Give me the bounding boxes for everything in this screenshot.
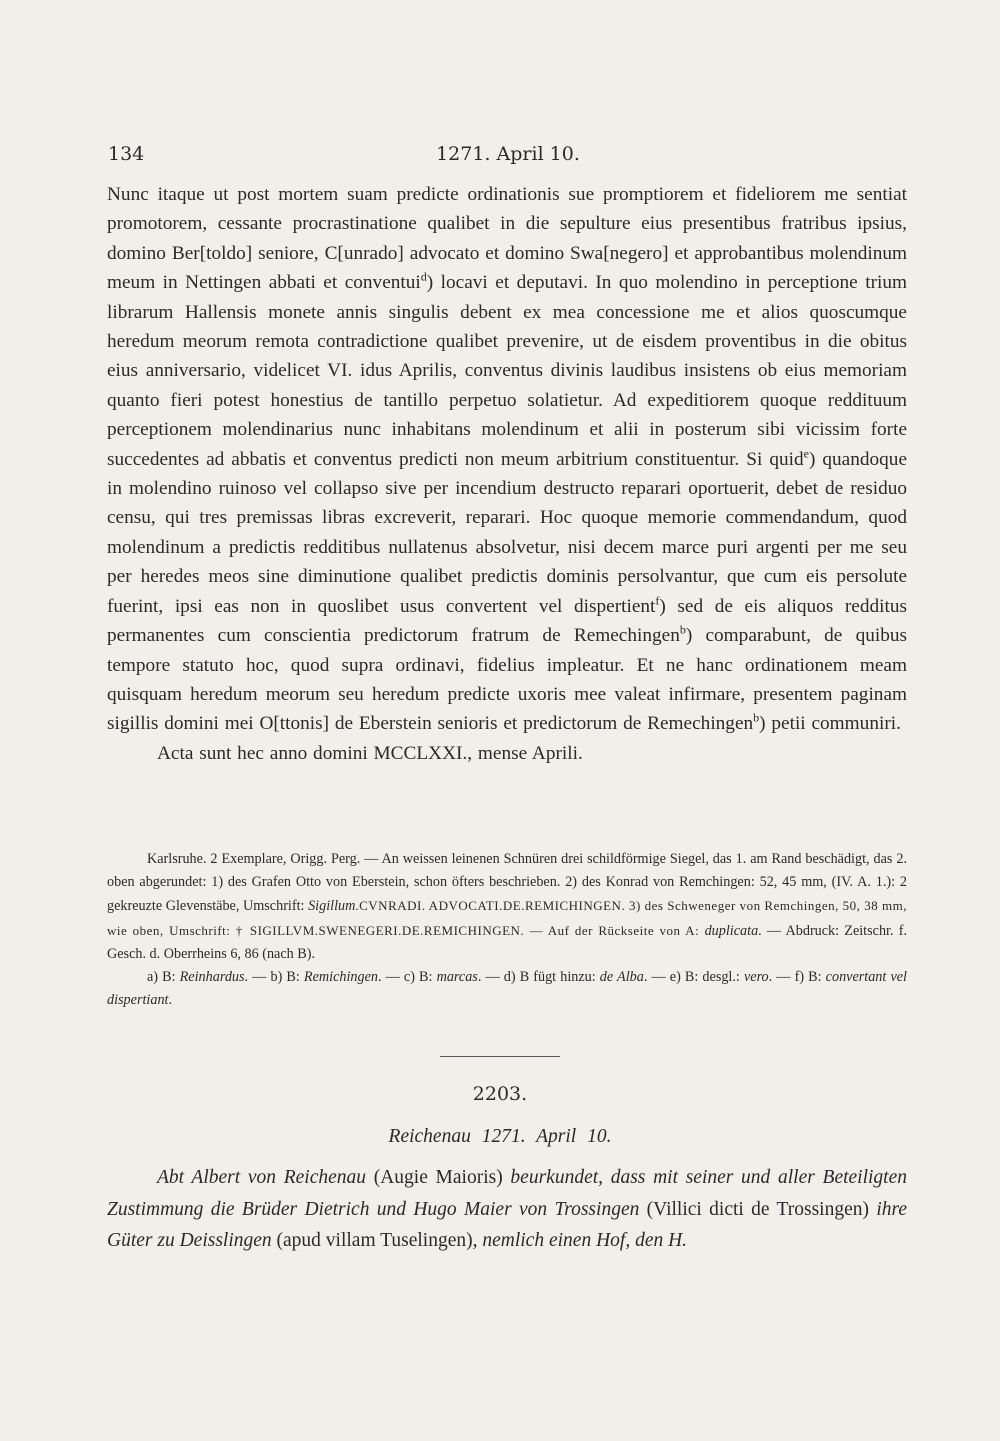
text-span: . — d) B fügt hinzu: — [477, 969, 600, 986]
text-span: (Villici dicti de Trossingen) — [639, 1198, 877, 1220]
variant-readings — [107, 966, 907, 1012]
regest-summary — [107, 1162, 907, 1257]
text-span: . — f) B: — [768, 969, 826, 986]
page-number: 134 — [108, 143, 145, 165]
italic-text: beurkundet, dass mit seiner und aller Beteiligten Zustimmung die Brüder Dietrich und Hugo Maier von Trossingen — [107, 1167, 908, 1220]
text-span: . — c) B: — [377, 969, 437, 986]
text-span: ) quandoque in molendino ruinoso vel collapso sive per incendium destructo reparari oportuerit, debet de residuo censu, qui tres premissas libras excreverit, reparari. Hoc quoque memorie commendandum, quod molendinum a predictis redditibus nullatenus absolvetur, nisi decem marce puri argenti per me seu per heredes meos sine diminutione qualibet predictis dominis persolvantur, que cum eis persolute fuerint, ipsi eas non in quoslibet usus convertent vel dispertient — [107, 448, 908, 617]
italic-text: convertant vel dispertiant — [107, 969, 907, 1009]
text-span: a) B: — [147, 969, 180, 986]
text-span: (apud villam Tuselingen), — [271, 1230, 483, 1251]
italic-text: de Alba — [599, 969, 644, 986]
text-span: locavi et deputavi. In quo molendino in perceptione trium librarum Hallensis monete annis singulis debent ex mea concessione me et alios quoscumque heredum meorum remota contradictione qualibet prevenire, ut de eisdem proventibus in die obitus eius anniversario, videlicet VI. idus Aprilis, conventus divinis laudibus insistens ob eius memoriam quanto fieri potest honestius de tantillo perpetuo solatietur. Ad expeditiorem quoque reddituum perceptionem molendinarius nunc inhabitans molendinum et alii in posterum sibi vicissim forte succedentes ad abbatis et conventus predicti non meum arbitrium constituentur. Si quid — [107, 272, 907, 470]
text-span: .CVNRADI. ADVOCATI.DE.REMICHINGEN. 3) des Schweneger von Remchingen, 50, 38 mm, wie oben, Umschrift: † SIGILLVM.SWENEGERI.DE.REMICHINGEN. — Auf der Rückseite von A: — [107, 898, 907, 938]
footnote-marker: d — [420, 269, 427, 284]
italic-text: ihre Güter zu Deisslingen — [107, 1198, 908, 1251]
footnote-marker: b — [679, 622, 686, 637]
text-span: ) sed de eis aliquos redditus permanentes cum conscientia predictorum fratrum de Remechingen — [107, 595, 907, 647]
text-span: Nunc itaque ut post mortem suam predicte ordinationis sue promptiorem et fideliorem me sentiat promotorem, cessante procrastinatione qualibet in die sepulture eius presentibus fratribus ipsius, domino Ber[toldo] seniore, C[unrado] advocato et domino Swa[negero] et approbantibus molendinum meum in Nettingen abbati et conventui — [107, 184, 907, 294]
italic-text: Reinhardus — [179, 969, 245, 986]
text-span: Karlsruhe. 2 Exemplare, Origg. Perg. — An weissen leinenen Schnüren drei schildförmige Siegel, das 1. am Rand beschädigt, das 2. oben abgerundet: 1) des Grafen Otto von Eberstein, schon öfters beschrieben. 2) des Konrad von Remchingen: 52, 45 mm, (IV. A. 1.): 2 gekreuzte Glevenstäbe, Umschrift: — [107, 851, 907, 915]
text-span: . — [168, 992, 173, 1009]
italic-text: duplicata — [704, 922, 759, 939]
document-dateline: Reichenau 1271. April 10. — [388, 1126, 612, 1147]
section-divider — [440, 1056, 560, 1057]
footnote-marker: f — [655, 593, 660, 608]
charter-text — [107, 180, 907, 768]
acta-line: Acta sunt hec anno domini MCCLXXI., mense Aprili. — [157, 742, 583, 764]
italic-text: marcas — [436, 969, 478, 986]
running-head: 1271. April 10. — [436, 143, 580, 165]
footnote-marker: b — [753, 710, 760, 725]
italic-text: nemlich einen Hof, den H. — [482, 1230, 688, 1251]
text-span: . — Abdruck: Zeitschr. f. Gesch. d. Oberrheins 6, 86 (nach B). — [107, 922, 907, 962]
charter-paragraph: Nunc itaque ut post mortem suam predicte ordinationis sue promptiorem et fideliorem me sentiat promotorem, cessante procrastinatione qualibet in die sepulture eius presentibus fratribus ipsius, domino Ber[toldo] seniore, C[unrado] advocato et domino Swa[negero] et approbantibus molendinum meum in Nettingen abbati et conventui$^d$) locavi et deputavi. In quo molendino in perceptione trium librarum Hallensis monete annis singulis debent ex mea concessione me et alios quoscumque heredum meorum remota contradictione qualibet prevenire, ut de eisdem proventibus in die obitus eius anniversario, videlicet VI. idus Aprilis, conventus divinis laudibus insistens ob eius memoriam quanto fieri potest honestius de tantillo perpetuo solatietur. Ad expeditiorem quoque reddituum perceptionem molendinarius nunc inhabitans molendinum et alii in posterum sibi vicissim forte succedentes ad abbatis et conventus predicti non meum arbitrium constituentur. Si quid$^e$) quandoque in molendino ruinoso vel collapso sive per incendium destructo reparari oportuerit, debet de residuo censu, qui tres premissas libras excreverit, reparari. Hoc quoque memorie commendandum, quod molendinum a predictis redditibus nullatenus absolvetur, nisi decem marce puri argenti per me seu per heredes meos sine diminutione qualibet predictis dominis persolvantur, que cum eis persolute fuerint, ipsi eas non in quoslibet usus convertent vel dispertient$^f$) sed de eis aliquos redditus permanentes cum conscientia predictorum fratrum de Remechingen$^b$) comparabunt, de quibus tempore statuto hoc, quod supra ordinavi, fidelius impleatur. Et ne hanc ordinationem meam quisquam heredum meorum seu heredum predicte uxoris mee valeat infirmare, presentem paginam sigillis domini mei O[ttonis] de Eberstein senioris et predictorum de Remechingen$^b$) petii communiri. — [107, 184, 908, 735]
text-span: ) petii communiri. — [759, 713, 901, 735]
text-span: ) comparabunt, de quibus tempore statuto hoc, quod supra ordinavi, fidelius impleatur. Et ne hanc ordinationem meam quisquam heredum meorum seu heredum predicte uxoris mee valeat infirmare, presentem paginam sigillis domini mei O[ttonis] de Eberstein senioris et predictorum de Remechingen — [107, 625, 907, 735]
footnote-marker: e — [803, 446, 809, 461]
source-note — [107, 848, 907, 966]
document-number: 2203. — [472, 1083, 528, 1105]
italic-text: Sigillum — [308, 898, 356, 915]
page-header — [108, 143, 908, 173]
text-span: . — e) B: desgl.: — [643, 969, 744, 986]
text-span: . — b) B: — [244, 969, 304, 986]
regest-paragraph — [107, 1162, 907, 1257]
italic-text: Abt Albert von Reichenau — [157, 1167, 367, 1188]
italic-text: Remichingen — [303, 969, 378, 986]
text-span: (Augie Maioris) — [366, 1167, 511, 1188]
italic-text: vero — [743, 969, 769, 986]
apparatus-notes — [107, 848, 907, 1012]
